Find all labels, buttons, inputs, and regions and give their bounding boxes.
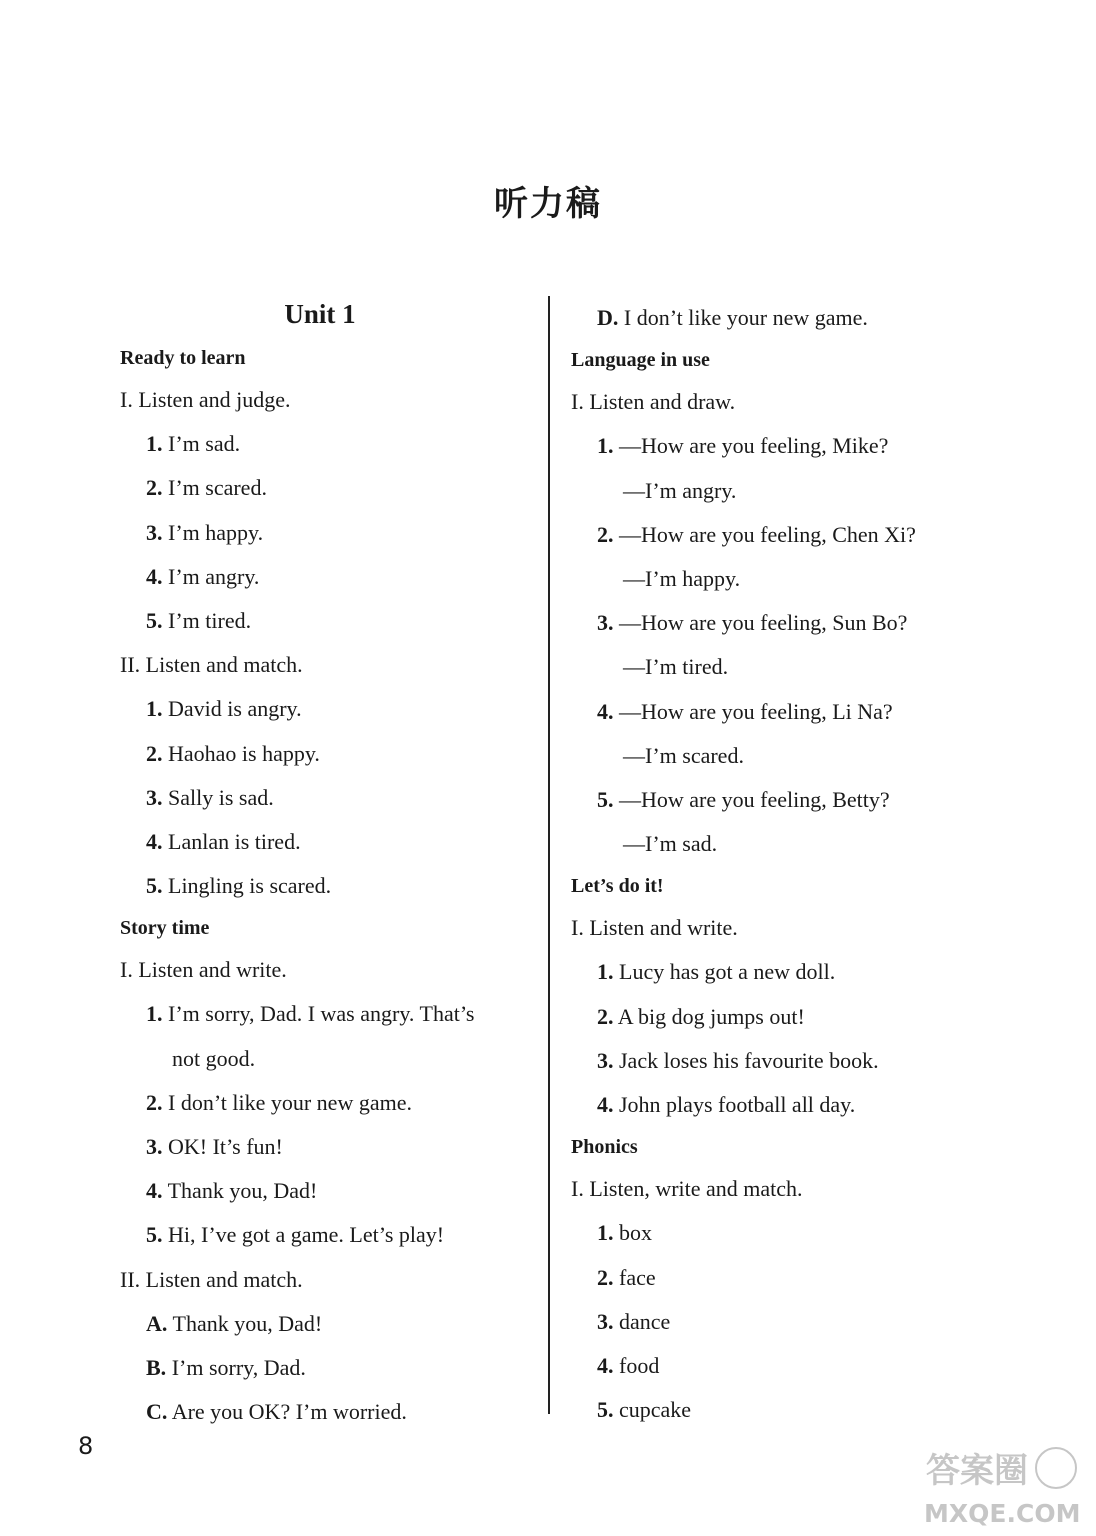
list-item [571, 1083, 1011, 1127]
list-item [571, 1256, 1011, 1300]
item-number: 1. [146, 431, 163, 457]
item-number: D. [597, 305, 619, 330]
list-item [120, 992, 540, 1036]
item-text: Lingling is scared. [168, 873, 332, 899]
item-number: 2. [146, 740, 163, 766]
section-heading: Ready to learn [120, 347, 246, 369]
list-item [571, 601, 1011, 645]
item-number: 2. [597, 1264, 614, 1290]
list-item [571, 690, 1011, 734]
item-text: —How are you feeling, Sun Bo? [619, 610, 908, 636]
list-item [120, 732, 540, 776]
item-text: David is angry. [168, 696, 302, 722]
item-continuation: —I’m happy. [623, 565, 741, 591]
list-item [571, 296, 1011, 340]
right-column [571, 296, 1011, 1432]
watermark-logo [916, 1440, 1086, 1530]
item-text: box [619, 1220, 652, 1246]
unit-title: Unit 1 [284, 299, 356, 329]
item-text: OK! It’s fun! [168, 1134, 283, 1159]
list-item [120, 466, 540, 510]
item-continuation: —I’m tired. [623, 654, 729, 680]
item-text: I’m tired. [168, 607, 252, 633]
item-number: 3. [146, 519, 163, 545]
item-number: 3. [597, 610, 614, 636]
left-rows [120, 338, 540, 1434]
list-item [571, 513, 1011, 557]
item-text: dance [619, 1308, 671, 1334]
list-item [120, 687, 540, 731]
exercise-instruction: I. Listen and write. [120, 957, 287, 983]
section-heading: Phonics [571, 1136, 638, 1159]
item-number: 5. [597, 786, 614, 812]
item-text: Haohao is happy. [168, 740, 320, 766]
item-number: 4. [597, 1352, 614, 1378]
exercise-instruction: II. Listen and match. [120, 1266, 303, 1292]
list-item [120, 422, 540, 466]
page-title: 听力稿 [494, 184, 602, 224]
list-item [120, 820, 540, 864]
item-number: 1. [597, 1220, 614, 1246]
item-text: Thank you, Dad! [172, 1310, 323, 1336]
item-text: Are you OK? I’m worried. [171, 1399, 407, 1425]
column-divider [548, 296, 550, 1414]
item-number: C. [146, 1399, 168, 1425]
list-item [571, 778, 1011, 822]
item-number: 1. [146, 696, 163, 722]
item-number: A. [146, 1310, 168, 1336]
list-item [571, 1211, 1011, 1255]
item-number: 4. [146, 563, 163, 589]
list-item [571, 424, 1011, 468]
item-text: Lanlan is tired. [168, 828, 301, 854]
item-text: I’m happy. [168, 519, 264, 545]
item-text: I’m sorry, Dad. [171, 1354, 306, 1380]
item-number: 4. [146, 828, 163, 854]
item-text: —How are you feeling, Mike? [619, 433, 889, 459]
item-text: —How are you feeling, Li Na? [619, 698, 893, 724]
item-text: —How are you feeling, Betty? [619, 786, 890, 812]
item-number: 1. [597, 433, 614, 459]
item-text: I’m angry. [168, 563, 260, 589]
list-item [120, 1346, 540, 1390]
item-continuation: —I’m sad. [623, 831, 718, 857]
exercise-instruction: I. Listen and write. [571, 915, 738, 941]
item-text: Jack loses his favourite book. [619, 1047, 879, 1073]
item-text: John plays football all day. [619, 1092, 856, 1117]
item-text: cupcake [619, 1397, 692, 1423]
item-number: 2. [146, 1089, 163, 1115]
item-number: 3. [146, 784, 163, 810]
list-item [120, 1390, 540, 1434]
watermark-bottom-text: MXQE.COM [924, 1499, 1081, 1528]
item-text: —How are you feeling, Chen Xi? [619, 521, 916, 547]
list-item [120, 1213, 540, 1257]
item-number: 3. [597, 1047, 614, 1073]
item-text: food [619, 1352, 660, 1378]
list-item [120, 776, 540, 820]
left-column [120, 296, 540, 1434]
item-text: I’m sorry, Dad. I was angry. That’s [168, 1001, 475, 1027]
item-continuation: —I’m angry. [623, 477, 737, 503]
list-item [120, 511, 540, 555]
item-text: I don’t like your new game. [168, 1089, 412, 1115]
item-number: 1. [597, 959, 614, 985]
list-item [571, 950, 1011, 994]
list-item [120, 1081, 540, 1125]
section-heading: Language in use [571, 349, 710, 372]
list-item [120, 1169, 540, 1213]
list-item [571, 1039, 1011, 1083]
item-number: 2. [597, 521, 614, 547]
item-number: 5. [597, 1397, 614, 1423]
item-text: A big dog jumps out! [617, 1003, 805, 1029]
item-text: Lucy has got a new doll. [619, 959, 836, 985]
list-item [120, 864, 540, 908]
list-item [120, 555, 540, 599]
exercise-instruction: II. Listen and match. [120, 652, 303, 678]
list-item [571, 1300, 1011, 1344]
item-number: 5. [146, 873, 163, 899]
page-number: 8 [78, 1432, 94, 1460]
list-item [120, 1302, 540, 1346]
list-item [571, 995, 1011, 1039]
exercise-instruction: I. Listen and judge. [120, 387, 291, 412]
item-number: 2. [146, 475, 163, 501]
section-heading: Story time [120, 917, 210, 940]
right-rows [571, 296, 1011, 1432]
item-text: I don’t like your new game. [623, 305, 868, 330]
item-text: Sally is sad. [168, 784, 274, 810]
item-text: Thank you, Dad! [167, 1178, 318, 1204]
list-item [120, 599, 540, 643]
item-text: Hi, I’ve got a game. Let’s play! [168, 1222, 445, 1248]
list-item [571, 1344, 1011, 1388]
item-text: face [619, 1264, 656, 1290]
item-number: 3. [597, 1308, 614, 1334]
item-number: 1. [146, 1001, 163, 1027]
section-heading: Let’s do it! [571, 875, 664, 898]
exercise-instruction: I. Listen and draw. [571, 389, 736, 415]
item-number: B. [146, 1354, 167, 1380]
item-text: I’m scared. [168, 475, 267, 501]
item-number: 4. [597, 1092, 614, 1117]
exercise-instruction: I. Listen, write and match. [571, 1176, 803, 1202]
list-item [120, 1125, 540, 1169]
item-number: 5. [146, 1222, 163, 1248]
list-item [571, 1388, 1011, 1432]
item-text: I’m sad. [168, 431, 241, 457]
watermark-top-text: 答案圈 [926, 1451, 1028, 1491]
item-continuation: not good. [172, 1045, 256, 1071]
item-number: 3. [146, 1134, 163, 1159]
item-number: 4. [146, 1178, 163, 1204]
item-continuation: —I’m scared. [623, 742, 744, 768]
item-number: 2. [597, 1003, 614, 1029]
item-number: 4. [597, 698, 614, 724]
item-number: 5. [146, 607, 163, 633]
